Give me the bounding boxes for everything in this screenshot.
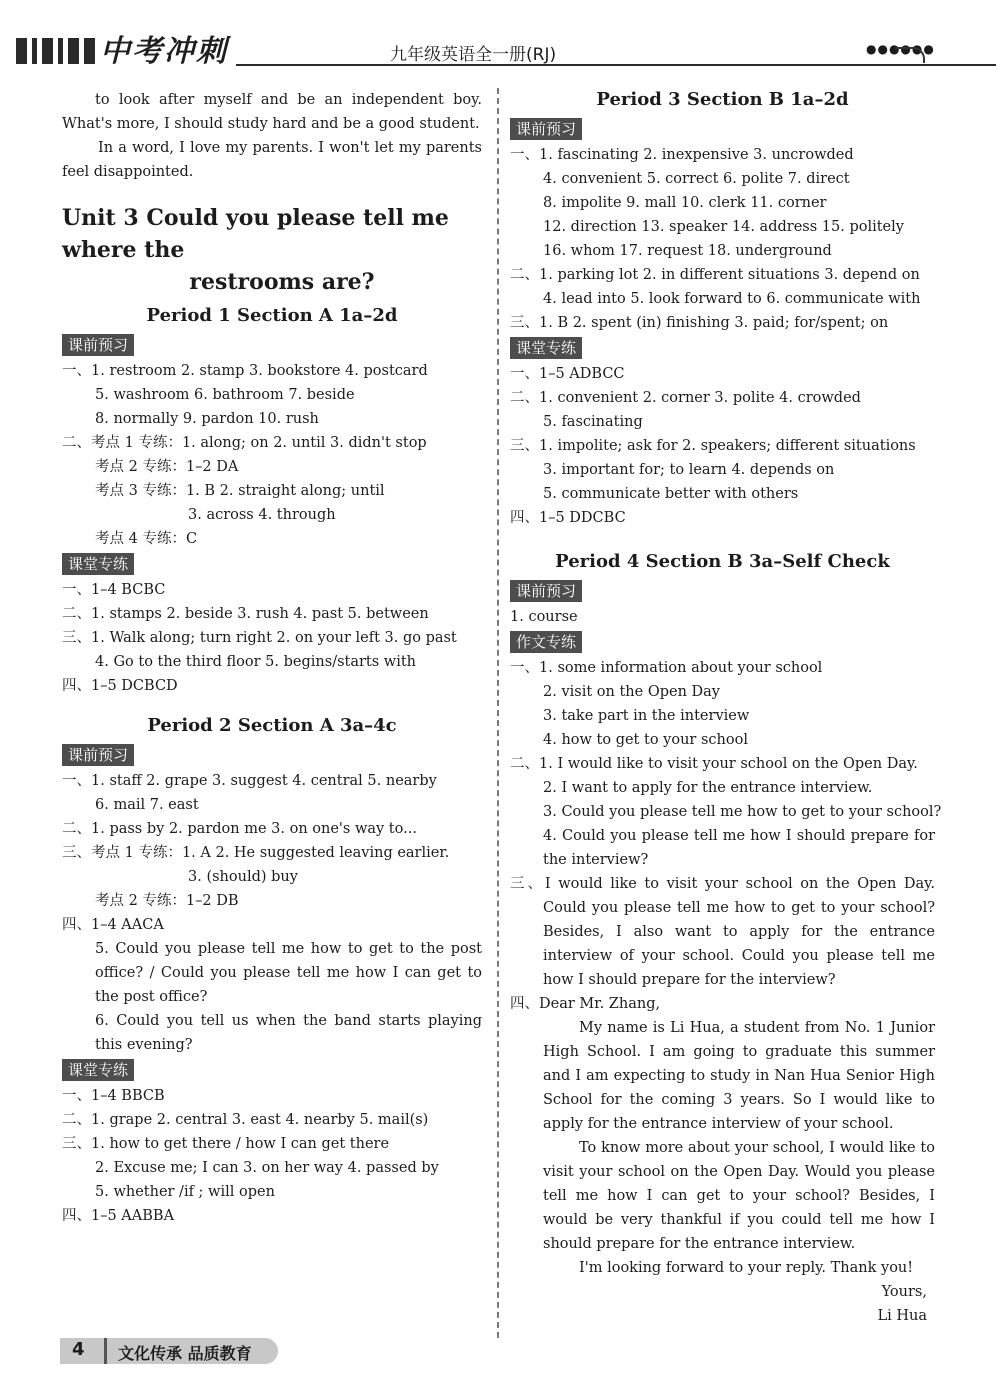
period-title: Period 1 Section A 1a–2d	[146, 305, 398, 326]
answer-line: 二、1. stamps 2. beside 3. rush 4. past 5. between	[62, 606, 429, 622]
answer-line: 8. normally 9. pardon 10. rush	[95, 411, 319, 427]
period-title: Period 4 Section B 3a–Self Check	[555, 551, 890, 572]
header-decoration-bars	[16, 38, 95, 64]
answer-line: 6. mail 7. east	[95, 797, 199, 813]
right-column	[510, 88, 942, 1328]
answer-line: 二、1. pass by 2. pardon me 3. on one's way to...	[62, 821, 417, 837]
answer-line: 一、1. some information about your school	[510, 660, 823, 676]
answer-line: 一、1. fascinating 2. inexpensive 3. uncrowded	[510, 147, 854, 163]
section-tag: 课前预习	[62, 744, 134, 766]
answer-line: 考点 2 专练：1–2 DA	[95, 459, 239, 475]
answer-line: 2. I want to apply for the entrance interview.	[543, 780, 873, 796]
section-tag: 课前预习	[510, 118, 582, 140]
answer-line: 四、1–4 AACA	[62, 917, 164, 933]
answer-line: 6. Could you tell us when the band starts playing this evening?	[95, 1013, 482, 1053]
answer-line: 考点 4 专练：C	[95, 531, 198, 547]
unit-title-line: restrooms are?	[189, 269, 375, 295]
letter-signature: Li Hua	[877, 1308, 927, 1324]
intro-paragraph: to look after myself and be an independent boy. What's more, I should study hard and be a good student.	[62, 92, 482, 132]
answer-line: 四、1–5 DDCBC	[510, 510, 626, 526]
answer-line: 一、1. staff 2. grape 3. suggest 4. central 5. nearby	[62, 773, 437, 789]
letter-closing: Yours,	[881, 1284, 927, 1300]
answer-line: 考点 3 专练：1. B 2. straight along; until	[95, 483, 385, 499]
answer-line: 一、1–4 BCBC	[62, 582, 166, 598]
answer-line: 3. (should) buy	[188, 869, 298, 885]
brand-logo: 中考冲刺	[100, 34, 228, 69]
answer-line: 4. Could you please tell me how I should prepare for the interview?	[543, 828, 935, 868]
section-tag: 课堂专练	[62, 553, 134, 575]
answer-line: 16. whom 17. request 18. underground	[543, 243, 832, 259]
answer-line: 二、1. I would like to visit your school on the Open Day.	[510, 756, 918, 772]
book-title: 九年级英语全一册(RJ)	[390, 45, 557, 65]
period-title: Period 3 Section B 1a–2d	[596, 89, 849, 110]
answer-line: 8. impolite 9. mall 10. clerk 11. corner	[543, 195, 827, 211]
footer-slogan: 文化传承 品质教育	[118, 1344, 252, 1363]
answer-line: 一、1–4 BBCB	[62, 1088, 165, 1104]
answer-line: 4. convenient 5. correct 6. polite 7. direct	[543, 171, 850, 187]
answer-line: 5. whether /if ; will open	[95, 1184, 275, 1200]
answer-paragraph: 三、I would like to visit your school on the Open Day. Could you please tell me how to get to your school? Besides, I also want to apply for the entrance interview of your school. Could you please tell me how I should prepare for the interview?	[510, 876, 935, 988]
answer-line: 5. Could you please tell me how to get to the post office? / Could you please tell me how I can get to the post office?	[95, 941, 482, 1005]
footer-divider	[104, 1338, 107, 1364]
left-column	[62, 88, 482, 1228]
answer-line: 12. direction 13. speaker 14. address 15. politely	[543, 219, 904, 235]
answer-line: 3. important for; to learn 4. depends on	[543, 462, 835, 478]
unit-title-line: Unit 3 Could you please tell me where the	[62, 205, 449, 263]
unit-title	[62, 202, 482, 298]
answer-line: 5. communicate better with others	[543, 486, 799, 502]
answer-line: 2. visit on the Open Day	[543, 684, 720, 700]
answer-line: 三、1. B 2. spent (in) finishing 3. paid; for/spent; on	[510, 315, 889, 331]
page-number: 4	[72, 1339, 85, 1360]
letter-paragraph: To know more about your school, I would like to visit your school on the Open Day. Would you please tell me how I can get to your school? Besides, I would be very thankful if you could tell me how I should prepare for the entrance interview.	[543, 1140, 935, 1252]
answer-line: 一、1. restroom 2. stamp 3. bookstore 4. postcard	[62, 363, 428, 379]
answer-line: 5. washroom 6. bathroom 7. beside	[95, 387, 355, 403]
answer-line: 二、1. grape 2. central 3. east 4. nearby 5. mail(s)	[62, 1112, 429, 1128]
answer-line: 2. Excuse me; I can 3. on her way 4. passed by	[95, 1160, 439, 1176]
period-title: Period 2 Section A 3a–4c	[147, 715, 397, 736]
answer-line: 3. across 4. through	[188, 507, 336, 523]
section-tag: 课前预习	[62, 334, 134, 356]
letter-paragraph: My name is Li Hua, a student from No. 1 Junior High School. I am going to graduate this summer and I am expecting to study in Nan Hua Senior High School for the coming 3 years. So I would like to apply for the entrance interview of your school.	[543, 1020, 935, 1132]
answer-line: 二、1. parking lot 2. in different situations 3. depend on	[510, 267, 920, 283]
section-tag: 课堂专练	[62, 1059, 134, 1081]
answer-line: 考点 2 专练：1–2 DB	[95, 893, 239, 909]
answer-line: 5. fascinating	[543, 414, 643, 430]
answer-line: 三、1. how to get there / how I can get there	[62, 1136, 390, 1152]
section-tag: 课前预习	[510, 580, 582, 602]
footer-band	[60, 1338, 278, 1364]
letter-salutation: 四、Dear Mr. Zhang,	[510, 996, 661, 1012]
section-tag: 课堂专练	[510, 337, 582, 359]
letter-paragraph: I'm looking forward to your reply. Thank you!	[579, 1260, 914, 1276]
answer-line: 1. course	[510, 609, 578, 625]
answer-line: 3. take part in the interview	[543, 708, 750, 724]
answer-line: 一、1–5 ADBCC	[510, 366, 625, 382]
header-rule	[236, 64, 996, 66]
answer-line: 四、1–5 DCBCD	[62, 678, 178, 694]
answer-line: 三、1. impolite; ask for 2. speakers; different situations	[510, 438, 916, 454]
answer-line: 3. Could you please tell me how to get to your school?	[543, 804, 942, 820]
column-divider	[497, 88, 499, 1338]
header-arrow-icon	[895, 47, 925, 63]
intro-paragraph: In a word, I love my parents. I won't let my parents feel disappointed.	[62, 140, 482, 180]
answer-line: 四、1–5 AABBA	[62, 1208, 175, 1224]
answer-line: 二、考点 1 专练：1. along; on 2. until 3. didn't stop	[62, 435, 427, 451]
answer-line: 4. lead into 5. look forward to 6. communicate with	[543, 291, 921, 307]
answer-line: 二、1. convenient 2. corner 3. polite 4. crowded	[510, 390, 861, 406]
header-dots: ●●●●●●	[866, 42, 935, 56]
answer-line: 4. how to get to your school	[543, 732, 748, 748]
section-tag: 作文专练	[510, 631, 582, 653]
answer-line: 三、考点 1 专练：1. A 2. He suggested leaving earlier.	[62, 845, 450, 861]
answer-line: 三、1. Walk along; turn right 2. on your left 3. go past	[62, 630, 457, 646]
answer-line: 4. Go to the third floor 5. begins/starts with	[95, 654, 417, 670]
